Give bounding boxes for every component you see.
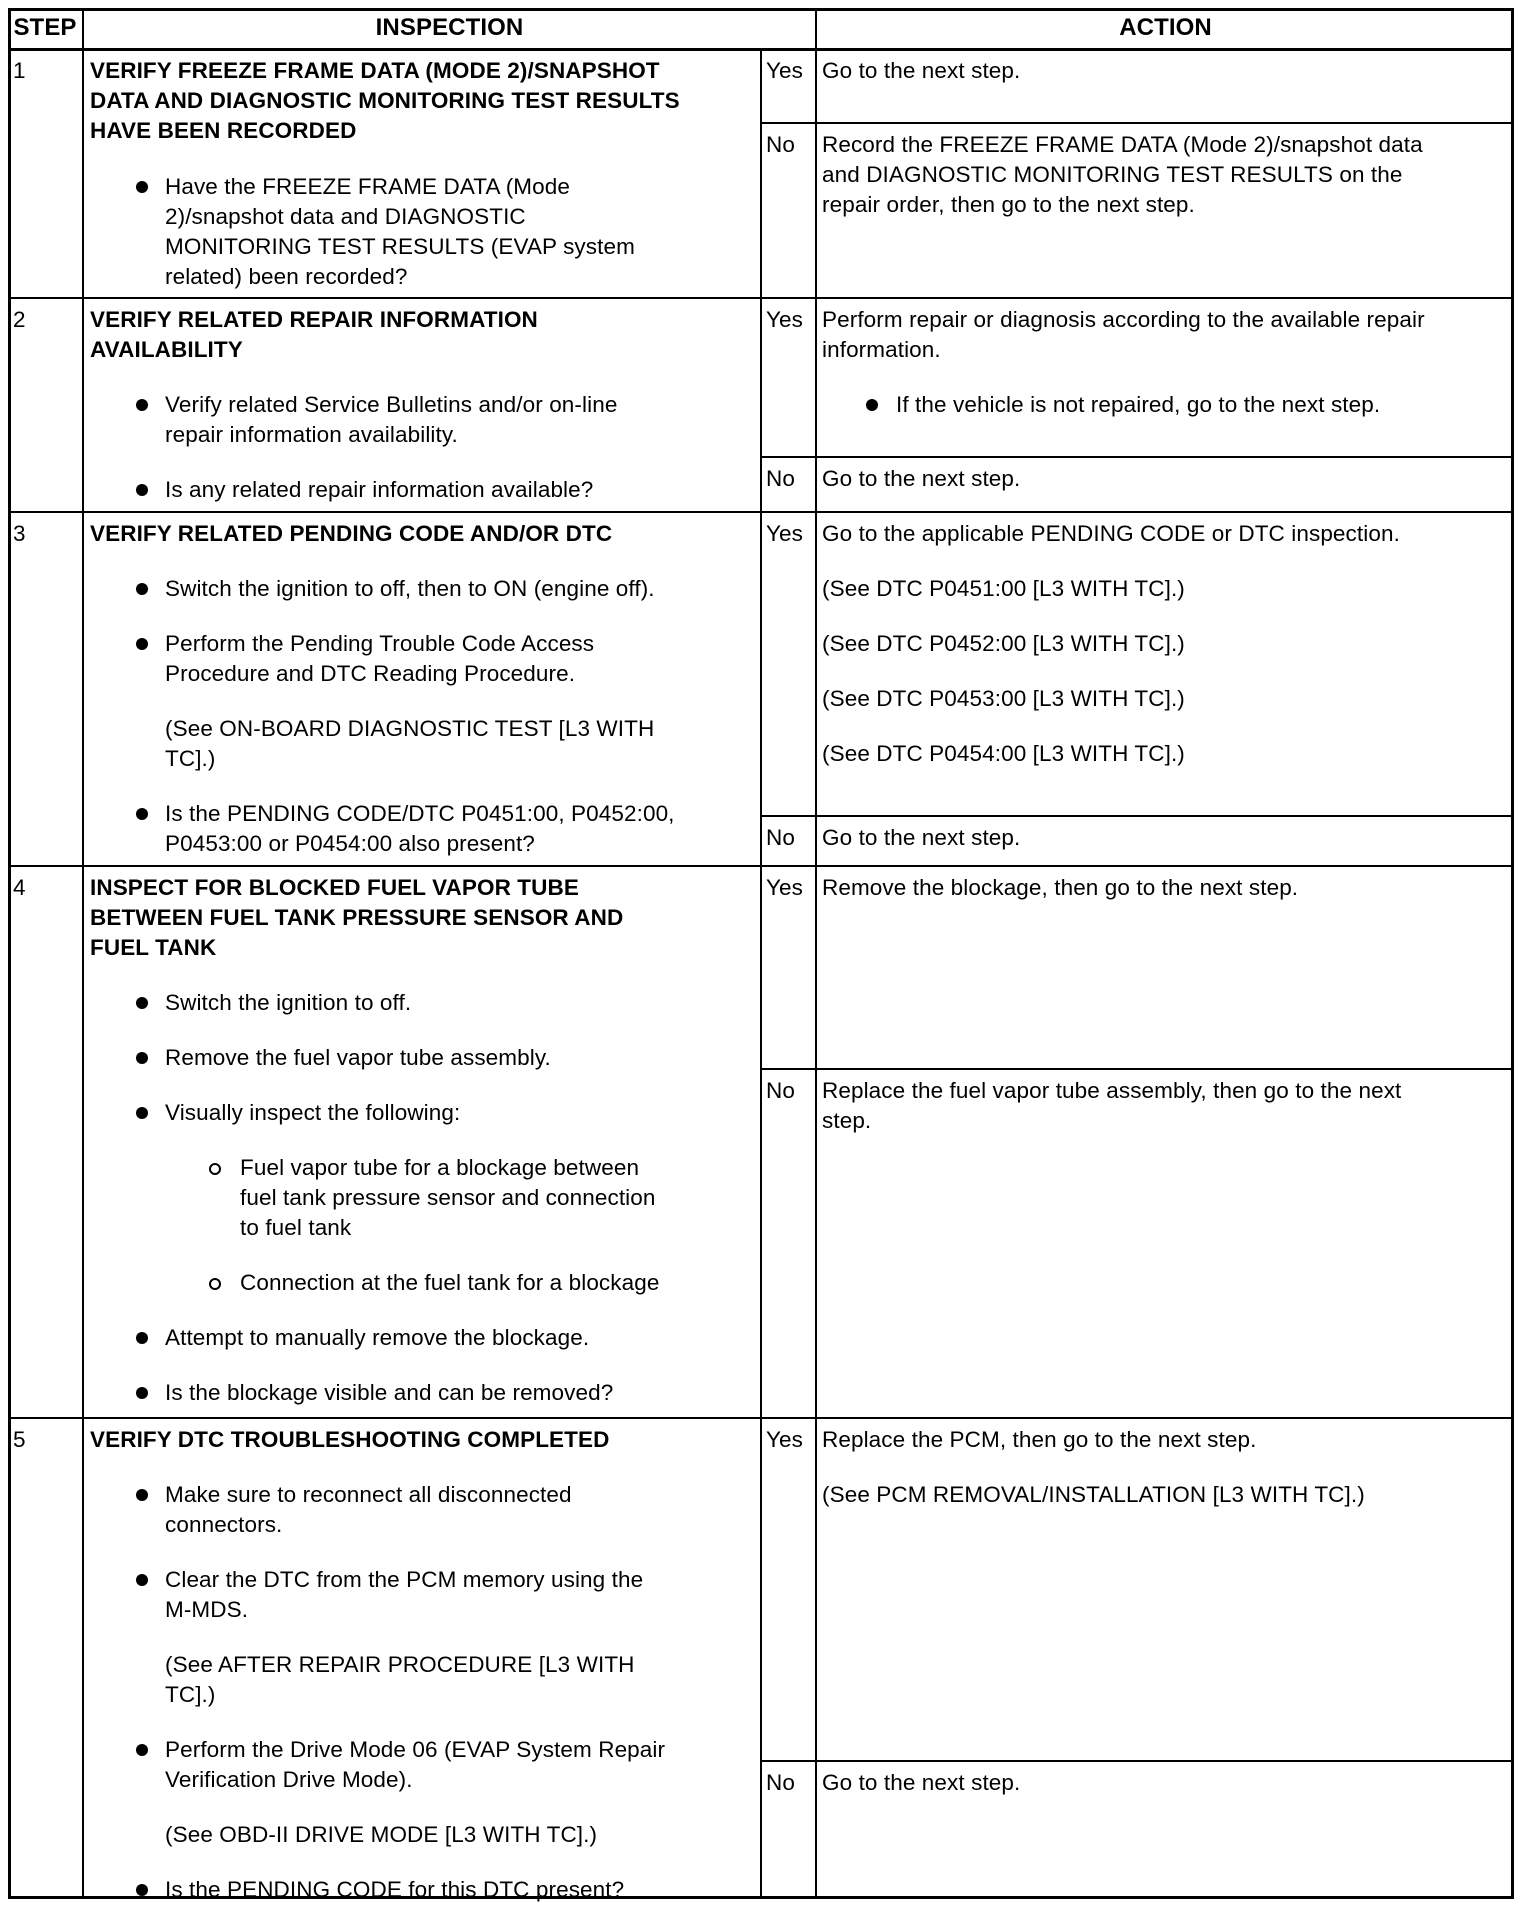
inspection-text: Switch the ignition to off. [165, 990, 412, 1015]
no-label: No [766, 1770, 795, 1795]
yesno-column-divider [760, 49, 762, 1899]
step-title: HAVE BEEN RECORDED [90, 118, 357, 143]
bullet-icon [136, 1107, 148, 1119]
bullet-icon [136, 1489, 148, 1501]
step-title: VERIFY FREEZE FRAME DATA (MODE 2)/SNAPSHOT [90, 58, 660, 83]
action-text: Remove the blockage, then go to the next step. [822, 875, 1299, 900]
inspection-text: Is the PENDING CODE for this DTC present? [165, 1877, 625, 1902]
no-label: No [766, 466, 795, 491]
yes-label: Yes [766, 521, 804, 546]
inspection-text: connectors. [165, 1512, 283, 1537]
inspection-text: Clear the DTC from the PCM memory using the [165, 1567, 644, 1592]
step-title: BETWEEN FUEL TANK PRESSURE SENSOR AND [90, 905, 624, 930]
action-text: Go to the next step. [822, 825, 1021, 850]
bullet-icon [136, 638, 148, 650]
row-divider-2 [8, 511, 1514, 513]
inspection-text: P0453:00 or P0454:00 also present? [165, 831, 535, 856]
action-text: Go to the next step. [822, 1770, 1021, 1795]
inspection-text: Procedure and DTC Reading Procedure. [165, 661, 576, 686]
inspection-text: Is the PENDING CODE/DTC P0451:00, P0452:00, [165, 801, 675, 826]
inspection-text: Perform the Drive Mode 06 (EVAP System Repair [165, 1737, 666, 1762]
action-text: Replace the fuel vapor tube assembly, then go to the next [822, 1078, 1402, 1103]
action-text: (See PCM REMOVAL/INSTALLATION [L3 WITH TC].) [822, 1482, 1365, 1507]
action-text: Go to the next step. [822, 466, 1021, 491]
inspection-note: (See OBD-II DRIVE MODE [L3 WITH TC].) [165, 1822, 598, 1847]
step-number: 5 [13, 1427, 26, 1452]
step-column-divider [82, 8, 84, 1899]
inspection-text: 2)/snapshot data and DIAGNOSTIC [165, 204, 526, 229]
inspection-text: Make sure to reconnect all disconnected [165, 1482, 572, 1507]
step-number: 4 [13, 875, 26, 900]
yes-label: Yes [766, 307, 804, 332]
step-title: INSPECT FOR BLOCKED FUEL VAPOR TUBE [90, 875, 579, 900]
bullet-icon [136, 1884, 148, 1896]
yes-no-divider-1 [761, 122, 1514, 124]
action-text: step. [822, 1108, 872, 1133]
yes-no-divider-2 [761, 456, 1514, 458]
yes-label: Yes [766, 1427, 804, 1452]
bullet-icon [136, 484, 148, 496]
no-label: No [766, 825, 795, 850]
bullet-icon [136, 997, 148, 1009]
action-text: (See DTC P0451:00 [L3 WITH TC].) [822, 576, 1185, 601]
bullet-icon [866, 399, 878, 411]
inspection-text: repair information availability. [165, 422, 458, 447]
action-text: repair order, then go to the next step. [822, 192, 1195, 217]
bullet-icon [136, 808, 148, 820]
inspection-note: TC].) [165, 746, 216, 771]
bullet-icon [136, 1387, 148, 1399]
inspection-text: M-MDS. [165, 1597, 249, 1622]
inspection-subtext: Connection at the fuel tank for a blockage [240, 1270, 660, 1295]
inspection-text: Visually inspect the following: [165, 1100, 461, 1125]
action-text: (See DTC P0454:00 [L3 WITH TC].) [822, 741, 1185, 766]
yes-no-divider-5 [761, 1760, 1514, 1762]
yes-label: Yes [766, 875, 804, 900]
no-label: No [766, 132, 795, 157]
bullet-icon [136, 399, 148, 411]
yes-label: Yes [766, 58, 804, 83]
bullet-icon [136, 1052, 148, 1064]
inspection-text: Is any related repair information available? [165, 477, 594, 502]
yes-no-divider-4 [761, 1068, 1514, 1070]
inspection-subtext: fuel tank pressure sensor and connection [240, 1185, 656, 1210]
bullet-icon [136, 1332, 148, 1344]
action-text: Perform repair or diagnosis according to the available repair [822, 307, 1425, 332]
action-text: (See DTC P0452:00 [L3 WITH TC].) [822, 631, 1185, 656]
inspection-text: Is the blockage visible and can be removed? [165, 1380, 614, 1405]
inspection-text: MONITORING TEST RESULTS (EVAP system [165, 234, 635, 259]
yes-no-divider-3 [761, 815, 1514, 817]
sub-bullet-icon [209, 1278, 221, 1290]
action-text: Replace the PCM, then go to the next step. [822, 1427, 1257, 1452]
inspection-text: Perform the Pending Trouble Code Access [165, 631, 595, 656]
action-text: (See DTC P0453:00 [L3 WITH TC].) [822, 686, 1185, 711]
header-step: STEP [13, 14, 77, 41]
row-divider-1 [8, 297, 1514, 299]
bullet-icon [136, 583, 148, 595]
inspection-text: Switch the ignition to off, then to ON (engine off). [165, 576, 655, 601]
inspection-note: TC].) [165, 1682, 216, 1707]
action-column-divider [815, 49, 817, 1899]
bullet-icon [136, 1744, 148, 1756]
inspection-text: related) been recorded? [165, 264, 408, 289]
step-title: VERIFY RELATED REPAIR INFORMATION [90, 307, 538, 332]
bullet-icon [136, 181, 148, 193]
row-divider-3 [8, 865, 1514, 867]
step-number: 3 [13, 521, 26, 546]
row-divider-4 [8, 1417, 1514, 1419]
step-title: AVAILABILITY [90, 337, 243, 362]
bullet-icon [136, 1574, 148, 1586]
inspection-subtext: to fuel tank [240, 1215, 352, 1240]
sub-bullet-icon [209, 1163, 221, 1175]
inspection-subtext: Fuel vapor tube for a blockage between [240, 1155, 640, 1180]
inspection-text: Remove the fuel vapor tube assembly. [165, 1045, 551, 1070]
inspection-text: Verify related Service Bulletins and/or on-line [165, 392, 618, 417]
action-text: Go to the next step. [822, 58, 1021, 83]
inspection-note: (See AFTER REPAIR PROCEDURE [L3 WITH [165, 1652, 635, 1677]
step-title: VERIFY RELATED PENDING CODE AND/OR DTC [90, 521, 613, 546]
step-title: FUEL TANK [90, 935, 217, 960]
action-text: Go to the applicable PENDING CODE or DTC inspection. [822, 521, 1400, 546]
inspection-text: Verification Drive Mode). [165, 1767, 413, 1792]
header-action: ACTION [1119, 14, 1212, 41]
header-inspection: INSPECTION [375, 14, 524, 41]
step-title: DATA AND DIAGNOSTIC MONITORING TEST RESULTS [90, 88, 680, 113]
inspection-note: (See ON-BOARD DIAGNOSTIC TEST [L3 WITH [165, 716, 655, 741]
no-label: No [766, 1078, 795, 1103]
action-text: and DIAGNOSTIC MONITORING TEST RESULTS on the [822, 162, 1403, 187]
action-text: If the vehicle is not repaired, go to the next step. [896, 392, 1381, 417]
inspection-text: Attempt to manually remove the blockage. [165, 1325, 590, 1350]
step-number: 1 [13, 58, 26, 83]
step-title: VERIFY DTC TROUBLESHOOTING COMPLETED [90, 1427, 610, 1452]
step-number: 2 [13, 307, 26, 332]
action-text: Record the FREEZE FRAME DATA (Mode 2)/snapshot data [822, 132, 1423, 157]
inspection-text: Have the FREEZE FRAME DATA (Mode [165, 174, 570, 199]
action-text: information. [822, 337, 941, 362]
